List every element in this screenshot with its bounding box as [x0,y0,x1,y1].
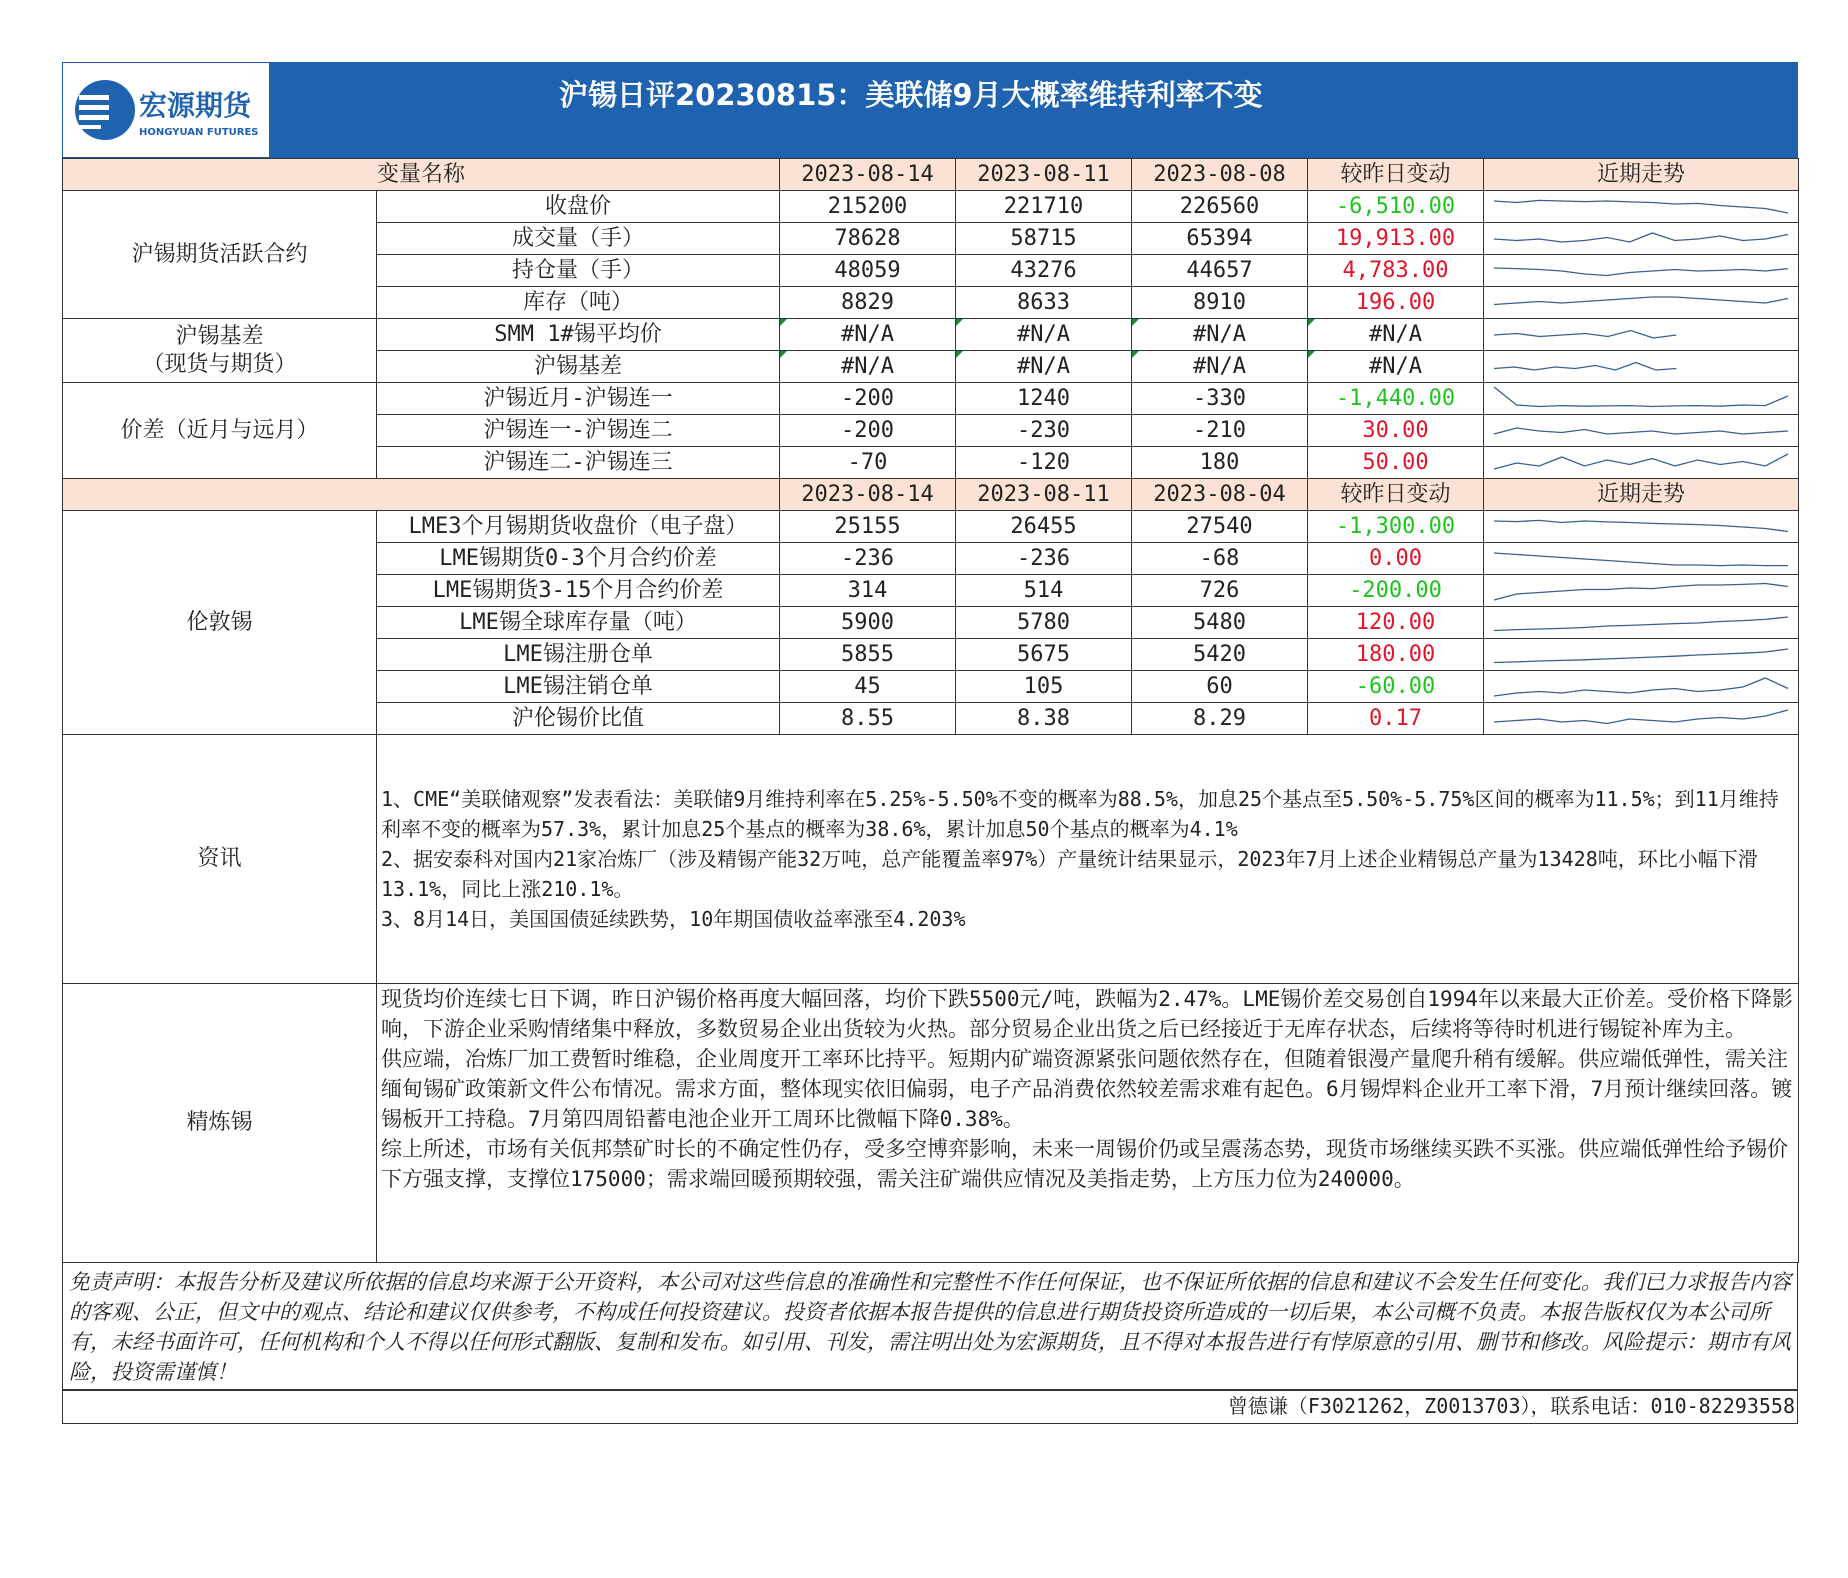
sparkline-series [1494,387,1788,407]
row-label: LME锡期货3-15个月合约价差 [377,575,780,607]
value-cell: 25155 [780,511,956,543]
value-cell: 65394 [1132,223,1308,255]
data-table [62,158,1799,1263]
trend-cell [1484,447,1799,479]
row-label: 沪锡连二-沪锡连三 [377,447,780,479]
domestic-header-row [63,159,1799,191]
row-label: 沪伦锡价比值 [377,703,780,735]
analysis-paragraph: 综上所述，市场有关佤邦禁矿时长的不确定性仍存，受多空博弈影响，未来一周锡价仍或呈震荡态势，现货市场继续买跌不买涨。供应端低弹性给予锡价下方强支撑，支撑位175000；需求端回暖预期较强，需关注矿端供应情况及美指走势，上方压力位为240000。 [381,1137,1788,1191]
trend-cell [1484,639,1799,671]
value-cell: 226560 [1132,191,1308,223]
value-cell: 5900 [780,607,956,639]
column-header-date: 2023-08-08 [1132,159,1308,191]
value-cell: 314 [780,575,956,607]
change-cell: 0.17 [1308,703,1484,735]
news-content [377,735,1799,984]
row-label: 收盘价 [377,191,780,223]
trend-cell [1484,511,1799,543]
change-cell: -60.00 [1308,671,1484,703]
trend-cell [1484,319,1799,351]
row-label: 沪锡连一-沪锡连二 [377,415,780,447]
category-label: 沪锡期货活跃合约 [63,191,377,319]
category-label: 沪锡基差 （现货与期货） [63,319,377,383]
change-cell: 30.00 [1308,415,1484,447]
trend-cell [1484,383,1799,415]
category-label: 伦敦锡 [63,511,377,735]
table-row [63,319,1799,351]
analysis-paragraph: 供应端，冶炼厂加工费暂时维稳，企业周度开工率环比持平。短期内矿端资源紧张问题依然存在，但随着银漫产量爬升稍有缓解。供应端低弹性，需关注缅甸锡矿政策新文件公布情况。需求方面，整体现实依旧偏弱，电子产品消费依然较差需求难有起色。6月锡焊料企业开工率下滑，7月预计继续回落。镀锡板开工持稳。7月第四周铅蓄电池企业开工周环比微幅下降0.38%。 [381,1047,1793,1131]
value-cell: 8829 [780,287,956,319]
trend-cell [1484,671,1799,703]
row-label: LME锡全球库存量（吨） [377,607,780,639]
trend-cell [1484,543,1799,575]
disclaimer-text: 免责声明：本报告分析及建议所依据的信息均来源于公开资料，本公司对这些信息的准确性和完整性不作任何保证，也不保证所依据的信息和建议不会发生任何变化。我们已力求报告内容的客观、公正，但文中的观点、结论和建议仅供参考，不构成任何投资建议。投资者依据本报告提供的信息进行期货投资所造成的一切后果，本公司概不负责。本报告版权仅为本公司所有，未经书面许可，任何机构和个人不得以任何形式翻版、复制和发布。如引用、刊发，需注明出处为宏源期货，且不得对本报告进行有悖原意的引用、删节和修改。风险提示：期市有风险，投资需谨慎！ [62,1263,1798,1390]
sparkline-series [1494,330,1676,338]
category-label: 资讯 [63,735,377,984]
news-paragraph: 3、8月14日，美国国债延续跌势，10年期国债收益率涨至4.203% [381,907,966,931]
logo-text-en: HONGYUAN FUTURES [139,127,259,138]
value-cell: -120 [956,447,1132,479]
value-cell: 8.55 [780,703,956,735]
column-header-date: 2023-08-11 [956,479,1132,511]
analysis-content [377,984,1799,1263]
sparkline-series [1494,583,1788,600]
sparkline-series [1494,520,1788,531]
sparkline-series [1494,678,1788,696]
change-cell: 19,913.00 [1308,223,1484,255]
column-header-change: 较昨日变动 [1308,159,1484,191]
value-cell: 45 [780,671,956,703]
column-header-change: 较昨日变动 [1308,479,1484,511]
logo-text-cn: 宏源期货 [139,89,252,122]
row-label: LME锡期货0-3个月合约价差 [377,543,780,575]
sparkline-chart [1484,224,1798,254]
table-row [63,191,1799,223]
row-label: 库存（吨） [377,287,780,319]
value-cell: 105 [956,671,1132,703]
value-cell: 5420 [1132,639,1308,671]
value-cell: 514 [956,575,1132,607]
sparkline-chart [1484,256,1798,286]
column-header-date: 2023-08-14 [780,479,956,511]
trend-cell [1484,255,1799,287]
column-header-trend: 近期走势 [1484,159,1799,191]
value-cell: 215200 [780,191,956,223]
value-cell: -236 [956,543,1132,575]
change-cell: 0.00 [1308,543,1484,575]
change-cell: 50.00 [1308,447,1484,479]
sparkline-series [1494,362,1676,370]
sparkline-series [1494,428,1788,434]
column-header-date: 2023-08-14 [780,159,956,191]
change-cell: -1,440.00 [1308,383,1484,415]
value-cell: 78628 [780,223,956,255]
value-cell: 26455 [956,511,1132,543]
value-cell: 5675 [956,639,1132,671]
company-logo [63,63,269,157]
news-row [63,735,1799,984]
value-cell: 726 [1132,575,1308,607]
value-cell: #N/A [780,351,956,383]
change-cell: 4,783.00 [1308,255,1484,287]
change-cell: 180.00 [1308,639,1484,671]
report-sheet [62,62,1798,1424]
value-cell: 44657 [1132,255,1308,287]
sparkline-series [1494,297,1788,305]
row-label: LME锡注册仓单 [377,639,780,671]
sparkline-chart [1484,704,1798,734]
value-cell: 48059 [780,255,956,287]
value-cell: -210 [1132,415,1308,447]
sparkline-series [1494,617,1788,631]
value-cell: 8.38 [956,703,1132,735]
value-cell: -70 [780,447,956,479]
value-cell: 27540 [1132,511,1308,543]
value-cell: 8910 [1132,287,1308,319]
value-cell: #N/A [956,319,1132,351]
sparkline-chart [1484,448,1798,478]
row-label: 成交量（手） [377,223,780,255]
column-header-date: 2023-08-04 [1132,479,1308,511]
trend-cell [1484,191,1799,223]
analysis-paragraph: 现货均价连续七日下调，昨日沪锡价格再度大幅回落，均价下跌5500元/吨，跌幅为2.47%。LME锡价差交易创自1994年以来最大正价差。受价格下降影响，下游企业采购情绪集中释放，多数贸易企业出货较为火热。部分贸易企业出货之后已经接近于无库存状态，后续将等待时机进行锡锭补库为主。 [381,987,1793,1041]
value-cell: 221710 [956,191,1132,223]
value-cell: 5855 [780,639,956,671]
value-cell: #N/A [956,351,1132,383]
value-cell: 60 [1132,671,1308,703]
sparkline-chart [1484,384,1798,414]
column-header-trend: 近期走势 [1484,479,1799,511]
trend-cell [1484,287,1799,319]
news-paragraph: 1、CME“美联储观察”发表看法：美联储9月维持利率在5.25%-5.50%不变的概率为88.5%，加息25个基点至5.50%-5.75%区间的概率为11.5%；到11月维持利率不变的概率为57.3%，累计加息25个基点的概率为38.6%，累计加息50个基点的概率为4.1% [381,787,1779,841]
value-cell: #N/A [1132,319,1308,351]
change-cell: #N/A [1308,351,1484,383]
blank-header [63,479,780,511]
report-header [62,62,1798,158]
london-header-row [63,479,1799,511]
sparkline-chart [1484,192,1798,222]
sparkline-chart [1484,576,1798,606]
sparkline-chart [1484,672,1798,702]
change-cell: 120.00 [1308,607,1484,639]
sparkline-chart [1484,608,1798,638]
change-cell: -1,300.00 [1308,511,1484,543]
sparkline-series [1494,710,1788,724]
row-label: LME3个月锡期货收盘价（电子盘） [377,511,780,543]
change-cell: 196.00 [1308,287,1484,319]
value-cell: 5780 [956,607,1132,639]
value-cell: 180 [1132,447,1308,479]
sparkline-series [1494,649,1788,663]
column-header-variable: 变量名称 [63,159,780,191]
sparkline-chart [1484,352,1798,382]
sparkline-series [1494,233,1788,242]
sparkline-series [1494,268,1788,276]
value-cell: 43276 [956,255,1132,287]
column-header-date: 2023-08-11 [956,159,1132,191]
table-row [63,511,1799,543]
contact-info: 曾德谦（F3021262，Z0013703），联系电话：010-82293558 [62,1390,1798,1424]
sparkline-chart [1484,288,1798,318]
sparkline-chart [1484,512,1798,542]
value-cell: #N/A [1132,351,1308,383]
category-label: 精炼锡 [63,984,377,1263]
change-cell: -200.00 [1308,575,1484,607]
row-label: SMM 1#锡平均价 [377,319,780,351]
news-paragraph: 2、据安泰科对国内21家冶炼厂（涉及精锡产能32万吨，总产能覆盖率97%）产量统计结果显示，2023年7月上述企业精锡总产量为13428吨，环比小幅下滑13.1%，同比上涨210.1%。 [381,847,1758,901]
trend-cell [1484,351,1799,383]
category-label: 价差（近月与远月） [63,383,377,479]
value-cell: -200 [780,415,956,447]
sparkline-series [1494,200,1788,213]
trend-cell [1484,223,1799,255]
value-cell: -68 [1132,543,1308,575]
analysis-row [63,984,1799,1263]
trend-cell [1484,415,1799,447]
report-title: 沪锡日评20230815：美联储9月大概率维持利率不变 [269,63,1797,157]
value-cell: 8.29 [1132,703,1308,735]
value-cell: -330 [1132,383,1308,415]
value-cell: #N/A [780,319,956,351]
row-label: 持仓量（手） [377,255,780,287]
table-row [63,383,1799,415]
sparkline-chart [1484,320,1798,350]
row-label: LME锡注销仓单 [377,671,780,703]
trend-cell [1484,703,1799,735]
value-cell: 1240 [956,383,1132,415]
sparkline-chart [1484,416,1798,446]
value-cell: -200 [780,383,956,415]
trend-cell [1484,607,1799,639]
sparkline-series [1494,553,1788,566]
value-cell: -230 [956,415,1132,447]
sparkline-chart [1484,544,1798,574]
sparkline-chart [1484,640,1798,670]
change-cell: -6,510.00 [1308,191,1484,223]
change-cell: #N/A [1308,319,1484,351]
value-cell: 58715 [956,223,1132,255]
value-cell: 5480 [1132,607,1308,639]
row-label: 沪锡基差 [377,351,780,383]
trend-cell [1484,575,1799,607]
row-label: 沪锡近月-沪锡连一 [377,383,780,415]
value-cell: -236 [780,543,956,575]
sparkline-series [1494,454,1788,469]
value-cell: 8633 [956,287,1132,319]
